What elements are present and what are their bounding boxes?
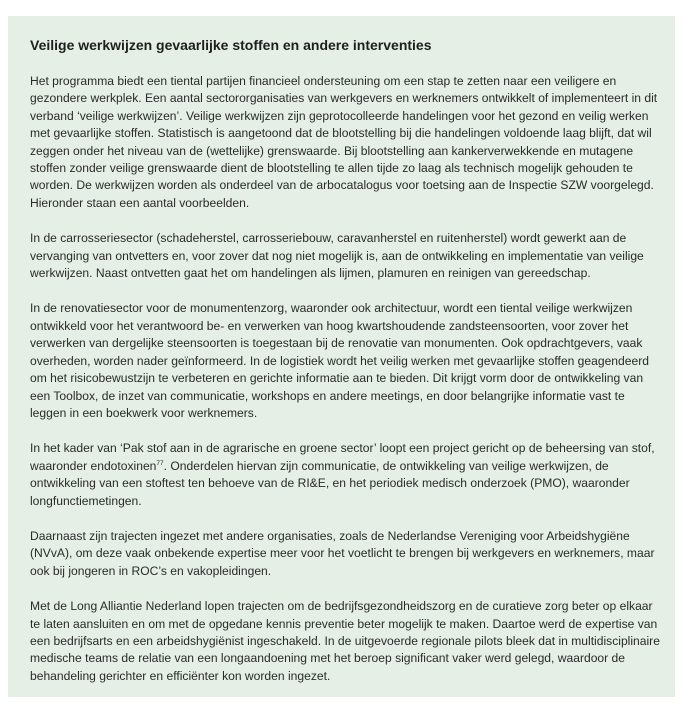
paragraph-1: Het programma biedt een tiental partijen financieel ondersteuning om een stap te zetten naar een veiligere en gezondere werkplek. Een aantal sectororganisaties van werkgevers en werknemers ontwikkelt of implementeert in dit verband ‘veilige werkwijzen’. Veilige werkwijzen zijn geprotocolleerde handelingen voor het gezond en veilig werken met gevaarlijke stoffen. Statistisch is aangetoond dat de blootstelling bij die handelingen voldoende laag blijft, dat wil zeggen onder het niveau van de (wettelijke) grenswaarde. Bij blootstelling aan kankerverwekkende en mutagene stoffen zonder veilige grenswaarde dient de blootstelling te allen tijde zo laag als technisch mogelijk gehouden te worden. De werkwijzen worden als onderdeel van de arbocatalogus voor toetsing aan de Inspectie SZW voorgelegd. Hieronder staan een aantal voorbeelden. [30,74,658,210]
paragraph-4 [30,440,663,510]
footnote-ref: 77 [156,459,164,467]
paragraph-2: In de carrosseriesector (schadeherstel, carrosseriebouw, caravanherstel en ruitenherstel) wordt gewerkt aan de vervanging van ontvetters en, voor zover dat nog niet mogelijk is, aan de ontwikkeling en implementatie van veilige werkwijzen. Naast ontvetten gaat het om handelingen als lijmen, plamuren en reinigen van gereedschap. [30,231,644,281]
paragraph-4-text-before: In het kader van ‘Pak stof aan in de agrarische en groene sector’ loopt een project gericht op de beheersing van stof, waaronder endotoxinen [30,441,655,473]
paragraph-5: Daarnaast zijn trajecten ingezet met andere organisaties, zoals de Nederlandse Vereniging voor Arbeidshygiëne (NVvA), om deze vaak onbekende expertise meer voor het voetlicht te brengen bij werkgevers en werknemers, maar ook bij jongeren in ROC’s en vakopleidingen. [30,528,655,578]
paragraph-6: Met de Long Alliantie Nederland lopen trajecten om de bedrijfsgezondheidszorg en de curatieve zorg beter op elkaar te laten aansluiten en om met de opgedane kennis preventie beter mogelijk te maken. Daartoe werd de expertise van een bedrijfsarts en een arbeidshygiënist ingeschakeld. In de uitgevoerde regionale pilots bleek dat in multidisciplinaire medische teams de relatie van een longaandoening met het beroep significant vaker werd gelegd, waardoor de behandeling gerichter en efficiënter kon worden ingezet. [30,599,660,683]
paragraph-3: In de renovatiesector voor de monumentenzorg, waaronder ook architectuur, wordt een tiental veilige werkwijzen ontwikkeld voor het verantwoord be- en verwerken van hoog kwartshoudende zandsteensoorten, voor zover het verwerken van dergelijke steensoorten is toegestaan bij de renovatie van monumenten. Ook opdrachtgevers, vaak overheden, worden nader geïnformeerd. In de logistiek wordt het veilig werken met gevaarlijke stoffen geagendeerd om het risicobewustzijn te verbeteren en gerichte informatie aan te bieden. Dit krijgt vorm door de ontwikkeling van een Toolbox, de inzet van communicatie, workshops en andere meetings, en door belangrijke informatie vast te leggen in een boekwerk voor werknemers. [30,301,649,420]
paragraph-4-text-after: . Onderdelen hiervan zijn communicatie, de ontwikkeling van veilige werkwijzen, de ontwikkeling van een stoftest ten behoeve van de RI&E, en het periodiek medisch onderzoek (PMO), waaronder longfunctiemetingen. [30,458,630,508]
box-title: Veilige werkwijzen gevaarlijke stoffen en andere interventies [30,37,432,53]
text-box [8,16,675,697]
